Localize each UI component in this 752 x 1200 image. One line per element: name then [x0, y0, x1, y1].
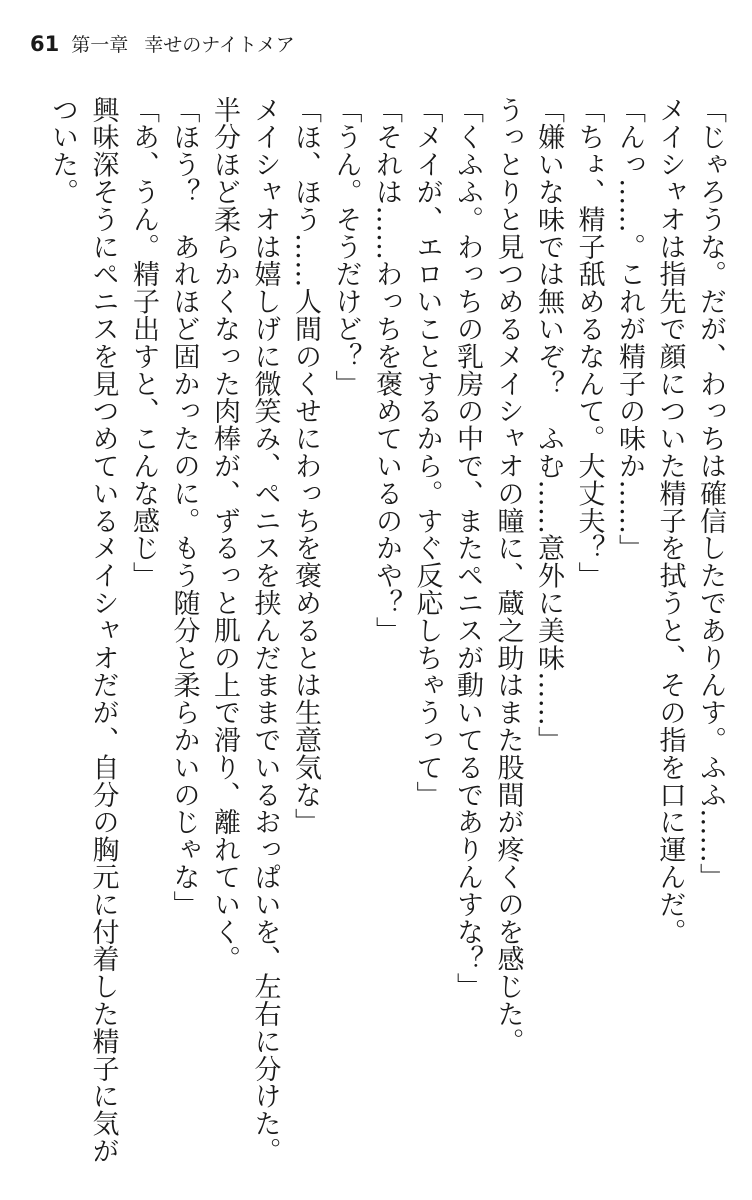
text-line: メイシャオは指先で顔についた精子を拭うと、その指を口に運んだ。 — [654, 96, 686, 946]
text-line: 半分ほど柔らかくなった肉棒が、ずるっと肌の上で滑り、離れていく。 — [209, 96, 240, 973]
text-line: 「あ、うん。精子出すと、こんな感じ」 — [128, 96, 159, 590]
text-line: 「ちょ、精子舐めるなんて。大丈夫？」 — [573, 96, 605, 590]
page-number: 61 — [30, 32, 60, 56]
chapter-title: 幸せのナイトメア — [144, 34, 295, 56]
vertical-body-text — [30, 96, 730, 1186]
text-line: 「嫌いな味では無いぞ？ ふむ……意外に美味……」 — [533, 96, 564, 754]
text-line: 「くふふ。わっちの乳房の中で、またペニスが動いてるでありんすな？」 — [452, 96, 483, 1001]
text-line: 「うん。そうだけど？」 — [330, 96, 362, 398]
text-line: 「んっ……。これが精子の味か……」 — [614, 96, 645, 562]
running-header — [30, 30, 295, 62]
chapter-label: 第一章 — [71, 34, 129, 56]
text-line: メイシャオは嬉しげに微笑み、ペニスを挟んだままでいるおっぱいを、左右に分けた。 — [249, 96, 281, 1165]
text-line: 興味深そうにペニスを見つめているメイシャオだが、自分の胸元に付着した精子に気がついた。 — [47, 96, 119, 1165]
text-line: 「それは……わっちを褒めているのかや？」 — [371, 96, 402, 644]
text-line: うっとりと見つめるメイシャオの瞳に、蔵之助はまた股間が疼くのを感じた。 — [492, 96, 524, 1055]
text-line: 「じゃろうな。だが、わっちは確信したでありんす。ふふ……」 — [695, 96, 726, 891]
text-line: 「ほう？ あれほど固かったのに。もう随分と柔らかいのじゃな」 — [168, 96, 200, 918]
text-line: 「メイが、エロいことするから。すぐ反応しちゃうって」 — [411, 96, 443, 809]
text-line: 「ほ、ほう……人間のくせにわっちを褒めるとは生意気な」 — [290, 96, 321, 836]
